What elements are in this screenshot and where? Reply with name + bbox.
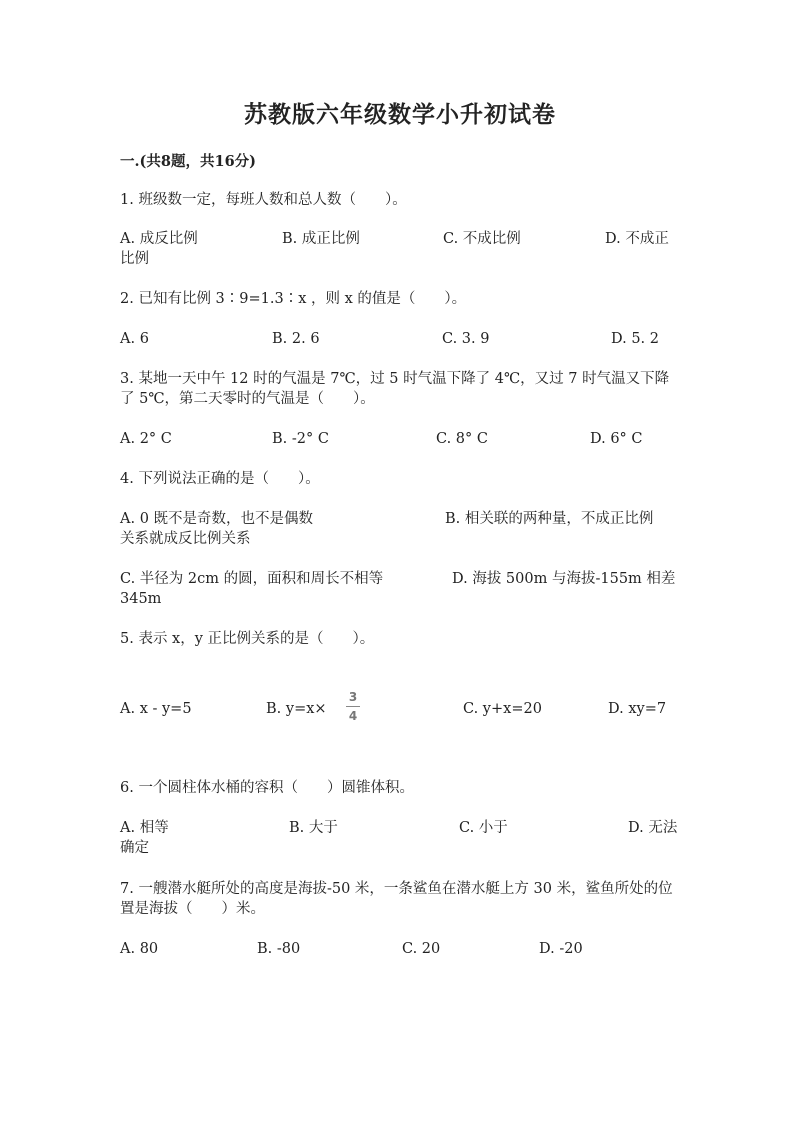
question-5-option-b: B. y=x× <box>266 701 327 717</box>
question-6-stem: 6. 一个圆柱体水桶的容积（ ）圆锥体积。 <box>120 780 414 796</box>
question-4-option-c: C. 半径为 2cm 的圆，面积和周长不相等 <box>120 571 384 587</box>
question-2-stem: 2. 已知有比例 3∶9=1.3∶x ，则 x 的值是（ ）。 <box>120 291 467 307</box>
question-1-option-b: B. 成正比例 <box>282 231 360 247</box>
question-6-option-c: C. 小于 <box>459 820 508 836</box>
question-2-option-c: C. 3. 9 <box>442 331 490 347</box>
question-4-option-d-continued: 345m <box>120 591 162 607</box>
page-title: 苏教版六年级数学小升初试卷 <box>244 101 556 128</box>
question-3-stem: 3. 某地一天中午 12 时的气温是 7℃，过 5 时气温下降了 4℃，又过 7 时气温又下降了 5℃，第二天零时的气温是（ ）。 <box>120 371 670 407</box>
question-6-option-d-continued: 确定 <box>120 840 149 856</box>
question-5-stem: 5. 表示 x，y 正比例关系的是（ ）。 <box>120 631 375 647</box>
question-5-option-a: A. x - y=5 <box>120 701 192 717</box>
question-1-option-d-continued: 比例 <box>120 251 149 267</box>
fraction-denominator: 4 <box>348 709 358 723</box>
question-6-option-d: D. 无法 <box>628 820 678 836</box>
question-7-option-d: D. -20 <box>539 941 583 957</box>
question-1-option-a: A. 成反比例 <box>120 231 198 247</box>
question-1-option-c: C. 不成比例 <box>443 231 521 247</box>
question-5-option-d: D. xy=7 <box>608 701 667 717</box>
question-7-option-b: B. -80 <box>257 941 301 957</box>
question-3-option-d: D. 6° C <box>590 431 643 447</box>
question-2-option-a: A. 6 <box>120 331 149 347</box>
question-2-option-b: B. 2. 6 <box>272 331 320 347</box>
question-4-option-b-continued: 关系就成反比例关系 <box>120 531 251 547</box>
section-heading: 一.(共8题，共16分) <box>120 153 257 170</box>
fraction-numerator: 3 <box>348 690 358 704</box>
question-6-option-b: B. 大于 <box>289 820 338 836</box>
question-3-option-c: C. 8° C <box>436 431 488 447</box>
question-5-option-c: C. y+x=20 <box>463 701 542 717</box>
question-4-option-d: D. 海拔 500m 与海拔-155m 相差 <box>452 571 676 587</box>
question-7-option-c: C. 20 <box>402 941 441 957</box>
question-1-stem: 1. 班级数一定，每班人数和总人数（ ）。 <box>120 192 407 208</box>
question-4-option-a: A. 0 既不是奇数，也不是偶数 <box>120 511 314 527</box>
question-4-option-b: B. 相关联的两种量，不成正比例 <box>445 511 654 527</box>
question-6-option-a: A. 相等 <box>120 820 169 836</box>
question-7-option-a: A. 80 <box>120 941 159 957</box>
question-1-option-d: D. 不成正 <box>605 231 669 247</box>
question-2-option-d: D. 5. 2 <box>611 331 659 347</box>
question-3-option-a: A. 2° C <box>120 431 172 447</box>
fraction-bar <box>346 706 360 707</box>
fraction-three-quarters <box>346 690 360 723</box>
question-3-option-b: B. -2° C <box>272 431 329 447</box>
question-7-stem: 7. 一艘潜水艇所处的高度是海拔-50 米，一条鲨鱼在潜水艇上方 30 米，鲨鱼所处的位置是海拔（ ）米。 <box>120 881 673 917</box>
question-4-stem: 4. 下列说法正确的是（ ）。 <box>120 471 320 487</box>
